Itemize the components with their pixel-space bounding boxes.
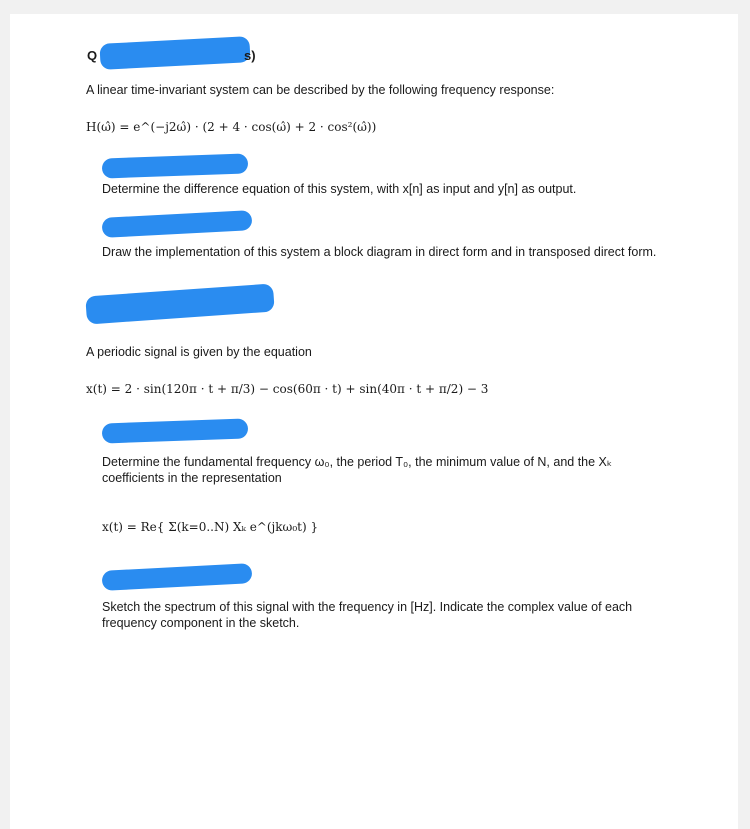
q1-frequency-response-formula bbox=[86, 120, 376, 134]
q1-heading-end: s) bbox=[244, 48, 256, 63]
q2-signal-formula bbox=[86, 382, 488, 396]
redaction-q1-heading bbox=[99, 36, 250, 70]
q2-intro: A periodic signal is given by the equation bbox=[86, 345, 312, 359]
q2-fourier-representation bbox=[102, 520, 318, 534]
q2-formula-text: x(t) = 2 · sin(120π · t + π/3) − cos(60π · t) + sin(40π · t + π/2) − 3 bbox=[86, 382, 489, 396]
document-page bbox=[10, 14, 738, 829]
q1-heading-start: Q bbox=[87, 48, 98, 63]
q2-task-b: Sketch the spectrum of this signal with the frequency in [Hz]. Indicate the complex value of each frequency component in the sketch. bbox=[102, 600, 633, 630]
redaction-q1-part-b bbox=[102, 210, 253, 238]
q1-intro: A linear time-invariant system can be described by the following frequency response: bbox=[86, 83, 555, 97]
redaction-q1-part-a bbox=[102, 153, 249, 178]
redaction-q2-part-a bbox=[102, 418, 249, 443]
redaction-q2-part-b bbox=[102, 563, 253, 591]
q1-formula-text: H(ω̂) = e^(−j2ω̂) · (2 + 4 · cos(ω̂) + 2 · cos²(ω̂)) bbox=[86, 120, 377, 134]
q2-representation-text: x(t) = Re{ Σ(k=0..N) Xₖ e^(jkω₀t) } bbox=[102, 520, 319, 534]
q2-task-a: Determine the fundamental frequency ω₀, the period T₀, the minimum value of N, and the Xₖ coefficients in the representation bbox=[102, 455, 613, 485]
q1-task-a: Determine the difference equation of this system, with x[n] as input and y[n] as output. bbox=[102, 182, 577, 196]
q1-task-b: Draw the implementation of this system a block diagram in direct form and in transposed direct form. bbox=[102, 245, 657, 259]
redaction-q2-heading bbox=[85, 283, 274, 324]
